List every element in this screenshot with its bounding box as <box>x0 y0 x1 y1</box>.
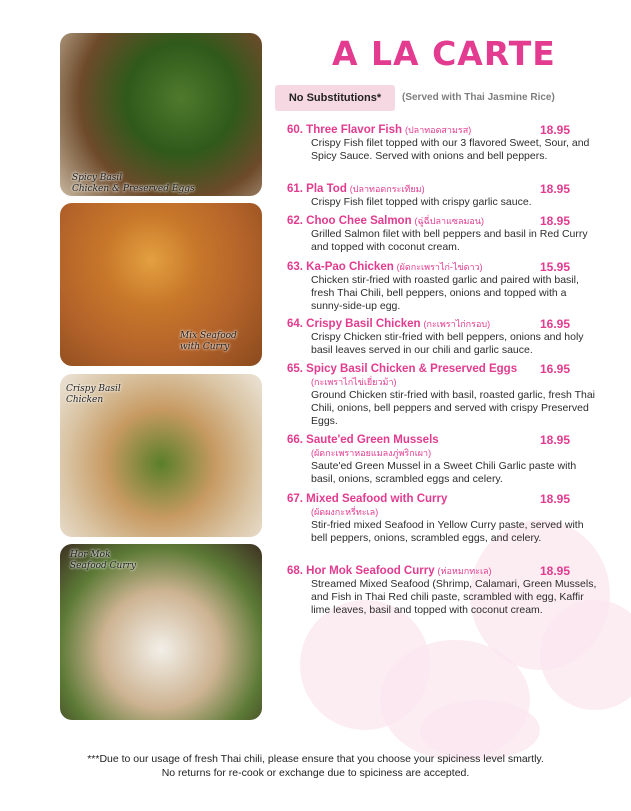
item-price: 18.95 <box>539 123 570 137</box>
menu-item <box>287 493 597 545</box>
item-description: Crispy Chicken stir-fried with bell peppers, onions and holy basil leaves served in our chili and garlic sauce. <box>311 331 584 356</box>
item-thai-name: (ผัดผงกะหรี่ทะเล) <box>311 507 379 517</box>
item-thai-name: (ปลาทอดกระเทียม) <box>349 184 425 194</box>
menu-item <box>287 318 597 357</box>
item-thai-name: (ผัดกะเพราหอยแมลงภู่พริกเผา) <box>311 448 432 458</box>
photo-caption <box>70 550 136 572</box>
item-name: 61. Pla Tod <box>287 183 347 195</box>
food-photo-crispy-basil-chicken <box>60 374 262 537</box>
no-substitutions-badge: No Substitutions* <box>275 85 395 111</box>
item-thai-name: (ห่อหมกทะเล) <box>437 566 492 576</box>
item-name: 65. Spicy Basil Chicken & Preserved Eggs <box>287 363 518 375</box>
menu-item <box>287 124 597 163</box>
item-name: 60. Three Flavor Fish <box>287 124 403 136</box>
item-description: Grilled Salmon filet with bell peppers and basil in Red Curry and topped with coconut cream. <box>311 228 588 253</box>
item-description: Chicken stir-fried with roasted garlic and paired with basil, fresh Thai Chili, bell peppers, onions and topped with a sunny-side-up egg. <box>311 274 579 312</box>
caption-line: Chicken <box>66 395 104 405</box>
item-description: Crispy Fish filet topped with our 3 flavored Sweet, Sour, and Spicy Sauce. Served with onions and bell peppers. <box>311 137 590 162</box>
caption-line: Hor Mok <box>70 550 111 560</box>
item-price: 18.95 <box>539 492 570 506</box>
item-description: Ground Chicken stir-fried with basil, roasted garlic, fresh Thai Chili, onions, bell peppers and served with crispy Preserved Eggs. <box>311 389 596 427</box>
caption-line: Crispy Basil <box>66 384 121 394</box>
item-price: 18.95 <box>539 433 570 447</box>
item-price: 16.95 <box>539 362 570 376</box>
served-with-note: (Served with Thai Jasmine Rice) <box>402 92 555 103</box>
photo-caption <box>180 331 237 353</box>
item-price: 18.95 <box>539 182 570 196</box>
item-name: 62. Choo Chee Salmon <box>287 215 412 227</box>
caption-line: Chicken & Preserved Eggs <box>72 184 195 194</box>
caption-line: with Curry <box>180 342 230 352</box>
caption-line: Spicy Basil <box>72 173 123 183</box>
menu-item <box>287 363 597 428</box>
item-name: 68. Hor Mok Seafood Curry <box>287 565 435 577</box>
item-name: 64. Crispy Basil Chicken <box>287 318 421 330</box>
menu-item <box>287 215 597 254</box>
item-thai-name: (กะเพราไก่กรอบ) <box>423 319 491 329</box>
item-name: 63. Ka-Pao Chicken <box>287 261 394 273</box>
menu-item <box>287 261 597 313</box>
spiciness-disclaimer <box>0 752 631 780</box>
menu-item <box>287 565 597 617</box>
photo-caption <box>66 384 121 406</box>
page-title: A LA CARTE <box>332 34 556 73</box>
photo-caption <box>72 173 195 195</box>
item-name: 66. Saute'ed Green Mussels <box>287 434 439 446</box>
item-thai-name: (ฉู่ฉี่ปลาแซลมอน) <box>414 216 484 226</box>
item-description: Saute'ed Green Mussel in a Sweet Chili Garlic paste with basil, onions, scrambled eggs and celery. <box>311 460 577 485</box>
item-description: Streamed Mixed Seafood (Shrimp, Calamari, Green Mussels, and Fish in Thai Red chili paste, scrambled with egg, Kaffir lime leaves, basil and topped with coconut cream. <box>311 578 597 616</box>
item-name: 67. Mixed Seafood with Curry <box>287 493 448 505</box>
item-description: Stir-fried mixed Seafood in Yellow Curry paste, served with bell peppers, onions, scrambled eggs, and celery. <box>311 519 584 544</box>
item-thai-name: (ปลาทอดสามรส) <box>404 125 472 135</box>
item-price: 16.95 <box>539 317 570 331</box>
item-price: 18.95 <box>539 214 570 228</box>
background-flower <box>420 700 540 760</box>
item-thai-name: (ผัดกะเพราไก่-ไข่ดาว) <box>396 262 483 272</box>
food-photo-hor-mok-seafood-curry <box>60 544 262 720</box>
item-price: 18.95 <box>539 564 570 578</box>
item-thai-name: (กะเพราไก่ไข่เยี่ยวม้า) <box>311 377 397 387</box>
caption-line: Seafood Curry <box>70 561 137 571</box>
menu-item <box>287 183 597 209</box>
disclaimer-line: ***Due to our usage of fresh Thai chili, please ensure that you choose your spiciness level smartly. <box>87 753 544 765</box>
menu-item <box>287 434 597 486</box>
disclaimer-line: No returns for re-cook or exchange due to spiciness are accepted. <box>161 767 470 779</box>
item-description: Crispy Fish filet topped with crispy garlic sauce. <box>311 196 532 208</box>
caption-line: Mix Seafood <box>180 331 237 341</box>
food-photo-spicy-basil-chicken <box>60 33 262 196</box>
item-price: 15.95 <box>539 260 570 274</box>
food-photo-mix-seafood-curry <box>60 203 262 366</box>
